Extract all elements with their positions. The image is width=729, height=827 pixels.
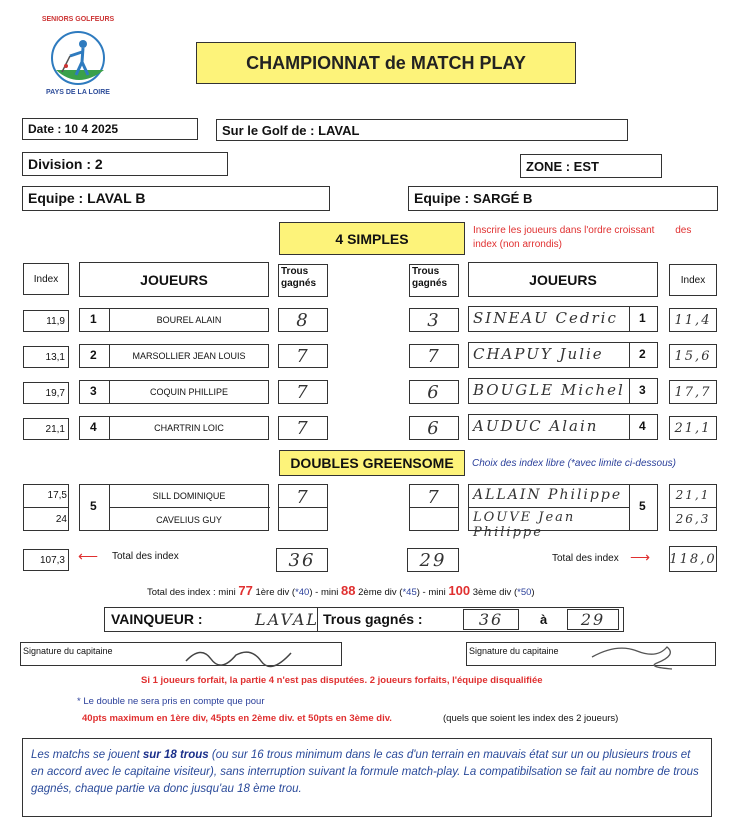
- player-number: 4: [629, 415, 657, 439]
- player-right-row: [468, 378, 658, 404]
- header-index-right: Index: [669, 264, 717, 296]
- date-field: Date : 10 4 2025: [22, 118, 198, 140]
- index-right: 15,6: [669, 344, 717, 368]
- player-number: 2: [80, 345, 110, 367]
- player-name-left: COQUIN PHILLIPE: [149, 387, 229, 397]
- total-index-left: 107,3: [23, 549, 69, 571]
- score-left: 36: [463, 609, 519, 630]
- index-left: 13,1: [23, 346, 69, 368]
- signature-label-right: Signature du capitaine: [469, 646, 559, 656]
- double-note-2: 40pts maximum en 1ère div, 45pts en 2ème div. et 50pts en 3ème div.: [82, 713, 392, 724]
- limits-text: 3ème div (: [470, 587, 518, 598]
- trous-left: 7: [278, 380, 328, 404]
- signature-scribble-left-icon: [181, 637, 301, 669]
- page-title: CHAMPIONNAT de MATCH PLAY: [196, 42, 576, 84]
- footer-text-a: Les matchs se jouent: [31, 749, 143, 761]
- total-trous-left: 36: [276, 548, 328, 572]
- signature-label-left: Signature du capitaine: [23, 646, 113, 656]
- doubles-name-left-2: CAVELIUS GUY: [156, 515, 222, 525]
- team-right-name: SARGÉ B: [473, 191, 533, 206]
- limit-star-div1: *40: [295, 587, 310, 598]
- doubles-index-right-2: 26,3: [675, 512, 711, 526]
- signature-right: [466, 642, 716, 666]
- limits-text: ) - mini: [416, 587, 449, 598]
- trous-right: 7: [409, 344, 459, 368]
- limits-text: ): [531, 587, 535, 598]
- winner-label: VAINQUEUR :: [111, 611, 203, 627]
- limits-text: ) - mini: [309, 587, 342, 598]
- doubles-index-left-1: 17,5: [47, 490, 67, 501]
- singles-note-line1: Inscrire les joueurs dans l'ordre croissant: [473, 225, 655, 236]
- double-note-1: * Le double ne sera pris en compte que pour: [77, 696, 265, 707]
- limits-text: Total des index : mini: [147, 587, 239, 598]
- doubles-trous-right-value: 7: [427, 487, 441, 508]
- player-right-row: [468, 342, 658, 368]
- doubles-player-right: [468, 484, 658, 540]
- player-left-row: [79, 380, 269, 404]
- limits-text: 2ème div (: [355, 587, 403, 598]
- index-limits: [147, 583, 707, 598]
- doubles-index-right-1: 21,1: [675, 488, 711, 502]
- doubles-player-left: [79, 484, 269, 531]
- index-right: 17,7: [669, 380, 717, 404]
- player-name-right: AUDUC Alain: [473, 417, 599, 435]
- player-name-right: SINEAU Cedric: [473, 309, 618, 327]
- player-name-right: BOUGLE Michel: [473, 381, 625, 399]
- footer-text-b: sur 18 trous: [142, 749, 209, 761]
- doubles-name-right-1: ALLAIN Philippe: [473, 487, 623, 503]
- player-name-left: CHARTRIN LOIC: [154, 423, 224, 433]
- signature-scribble-right-icon: [587, 637, 687, 671]
- team-right-label: Equipe :: [414, 190, 470, 206]
- player-number: 3: [80, 381, 110, 403]
- singles-title: 4 SIMPLES: [279, 222, 465, 255]
- player-left-row: [79, 344, 269, 368]
- score-separator: à: [540, 612, 548, 627]
- player-name-left: MARSOLLIER JEAN LOUIS: [132, 351, 246, 361]
- trous-left: 7: [278, 344, 328, 368]
- doubles-title: DOUBLES GREENSOME: [279, 450, 465, 476]
- singles-note-des: des: [675, 225, 692, 236]
- singles-note-line2: index (non arrondis): [473, 239, 562, 250]
- winner-row: [104, 607, 624, 632]
- limit-star-div3: *50: [517, 587, 532, 598]
- header-trous-right: Trous gagnés: [409, 264, 459, 297]
- trous-left: 7: [278, 416, 328, 440]
- doubles-index-right: [669, 484, 717, 531]
- player-number: 1: [80, 309, 110, 331]
- doubles-trous-left-value: 7: [296, 487, 310, 508]
- player-right-row: [468, 414, 658, 440]
- player-number: 1: [629, 307, 657, 331]
- winner-value: LAVAL: [255, 610, 320, 629]
- trous-left: 8: [278, 308, 328, 332]
- player-number: 2: [629, 343, 657, 367]
- division-field: Division : 2: [22, 152, 228, 176]
- arrow-right-icon: ⟶: [630, 549, 651, 565]
- footer-text-c: (ou sur 16 trous minimum dans le cas d'un terrain en mauvais état sur un ou plusieurs trous et en accord avec le capitaine visiteur), sans interruption suivant la formule match-play. La compatibilsation se fait au nombre de trous gagnés, chaque partie va donc jusqu'au 18 ème trou.: [31, 749, 699, 795]
- header-trous-left: Trous gagnés: [278, 264, 328, 297]
- limit-div3: 100: [448, 583, 471, 598]
- trous-right: 6: [409, 380, 459, 404]
- team-left-field: Equipe : LAVAL B: [22, 186, 330, 211]
- footer-rules: [22, 738, 712, 817]
- total-label-right: Total des index: [552, 553, 619, 564]
- player-number: 4: [80, 417, 110, 439]
- double-note-3: (quels que soient les index des 2 joueurs): [443, 713, 619, 724]
- doubles-index-left: [23, 484, 69, 531]
- player-left-row: [79, 416, 269, 440]
- doubles-name-right-2: LOUVE Jean Philippe: [473, 510, 576, 540]
- limit-star-div2: *45: [402, 587, 417, 598]
- doubles-note: Choix des index libre (*avec limite ci-dessous): [472, 458, 676, 469]
- score-right: 29: [567, 609, 619, 630]
- trous-gagnes-label: Trous gagnés :: [323, 611, 423, 627]
- singles-note: [473, 224, 723, 252]
- index-left: 21,1: [23, 418, 69, 440]
- doubles-trous-right: [409, 484, 459, 531]
- logo-arc-text: SENIORS GOLFEURS: [41, 16, 115, 23]
- forfeit-rule: Si 1 joueurs forfait, la partie 4 n'est pas disputées. 2 joueurs forfaits, l'équipe disqualifiée: [141, 675, 543, 686]
- logo-bottom-text: PAYS DE LA LOIRE: [46, 89, 110, 96]
- player-name-right: CHAPUY Julie: [473, 345, 604, 363]
- trous-right: 3: [409, 308, 459, 332]
- limit-div1: 77: [238, 583, 253, 598]
- doubles-trous-left: [278, 484, 328, 531]
- total-trous-right: 29: [407, 548, 459, 572]
- index-right: 21,1: [669, 416, 717, 440]
- doubles-index-left-2: 24: [55, 514, 67, 525]
- doubles-number: 5: [80, 485, 110, 530]
- team-right-field: [408, 186, 718, 211]
- total-index-right: 118,0: [669, 546, 717, 572]
- golf-field: Sur le Golf de : LAVAL: [216, 119, 628, 141]
- player-left-row: [79, 308, 269, 332]
- doubles-number: 5: [629, 485, 657, 530]
- doubles-name-left-1: SILL DOMINIQUE: [152, 491, 226, 501]
- header-joueurs-left: JOUEURS: [79, 262, 269, 297]
- arrow-left-icon: ⟵: [78, 548, 99, 564]
- total-label-left: Total des index: [112, 551, 179, 562]
- logo: [30, 16, 126, 98]
- golfer-logo-icon: [30, 20, 126, 98]
- index-left: 11,9: [23, 310, 69, 332]
- signature-left: [20, 642, 342, 666]
- player-number: 3: [629, 379, 657, 403]
- trous-right: 6: [409, 416, 459, 440]
- index-right: 11,4: [669, 308, 717, 332]
- header-joueurs-right: JOUEURS: [468, 262, 658, 297]
- header-index-left: Index: [23, 263, 69, 295]
- index-left: 19,7: [23, 382, 69, 404]
- limit-div2: 88: [341, 583, 356, 598]
- zone-field: ZONE : EST: [520, 154, 662, 178]
- player-name-left: BOUREL ALAIN: [156, 315, 222, 325]
- limits-text: 1ère div (: [252, 587, 296, 598]
- player-right-row: [468, 306, 658, 332]
